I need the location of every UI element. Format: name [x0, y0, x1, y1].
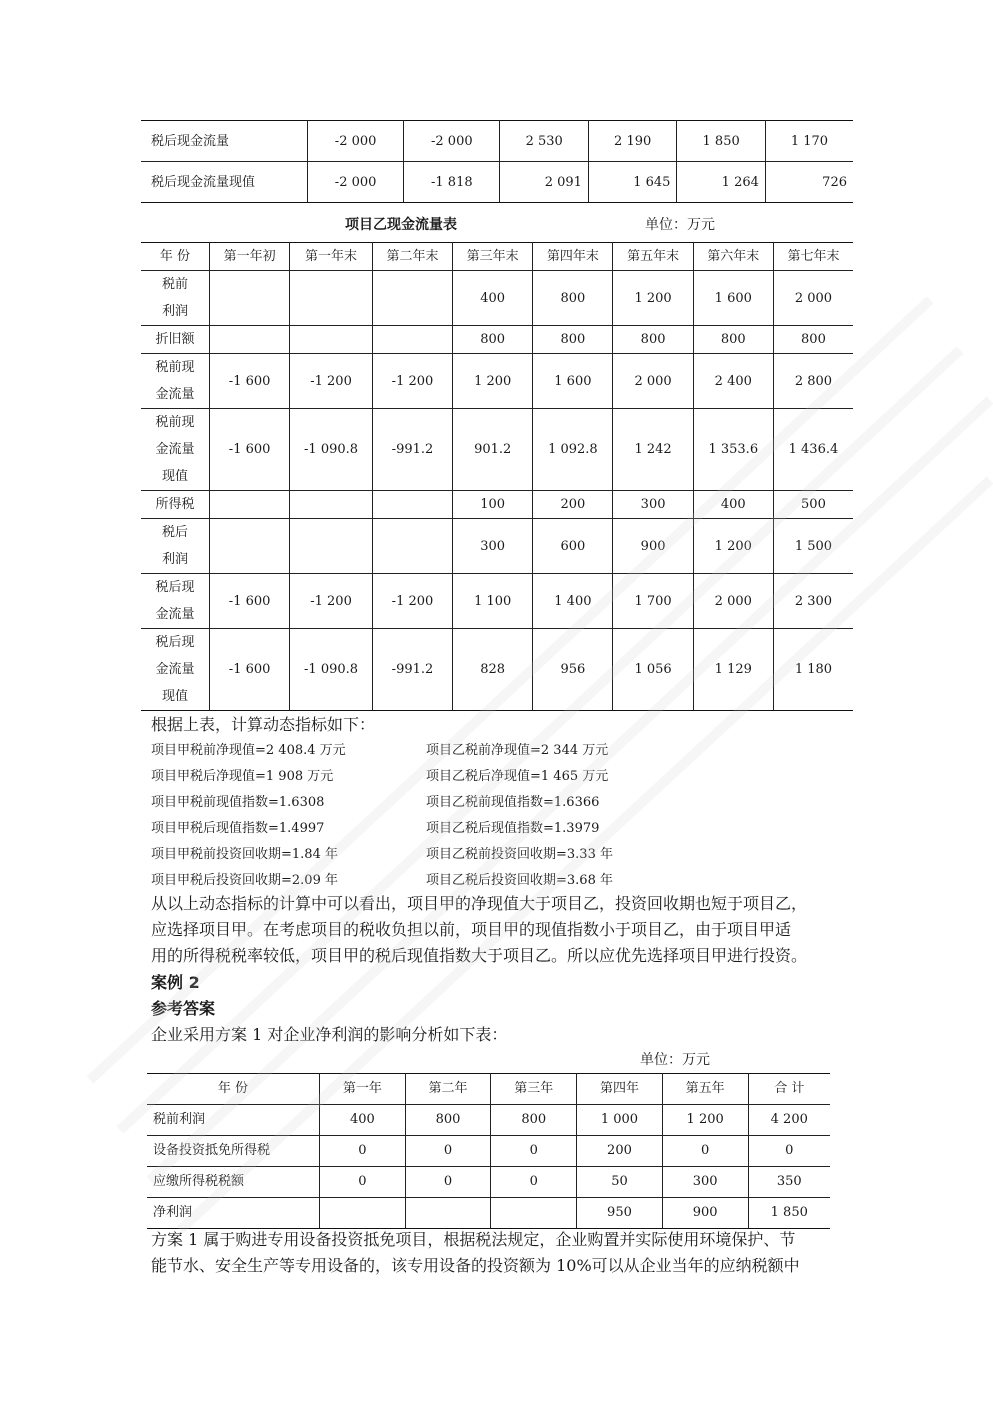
answer-heading: 参考答案: [151, 999, 216, 1018]
table3-intro: 企业采用方案 1 对企业净利润的影响分析如下表：: [151, 1025, 508, 1044]
row-label: 税后现金流量现值: [141, 162, 308, 203]
table-cell: 350: [748, 1167, 830, 1198]
row-label-line: 税后: [161, 525, 188, 540]
table-cell: 2 190: [588, 121, 676, 162]
table-cell: 1 264: [677, 162, 765, 203]
table-cell: -1 600: [210, 629, 290, 711]
row-label-line: 金流量: [155, 607, 195, 622]
table-cell: 500: [773, 491, 853, 519]
table-unit: 单位：万元: [645, 217, 715, 233]
conclusion-line: 从以上动态指标的计算中可以看出，项目甲的净现值大于项目乙，投资回收期也短于项目乙，: [151, 894, 808, 913]
table-title: 项目乙现金流量表: [345, 217, 457, 233]
indicator-a: 项目甲税前净现值=2 408.4 万元: [151, 743, 346, 758]
table-row: [141, 491, 853, 519]
table-cell: 600: [533, 519, 613, 574]
table-cell: [372, 326, 452, 354]
table-row: [141, 162, 853, 203]
table-row: [147, 1105, 830, 1136]
column-header: 第一年末: [290, 243, 373, 271]
table-cell: 0: [320, 1167, 406, 1198]
indicator-a: 项目甲税前投资回收期=1.84 年: [151, 847, 338, 862]
table-cell: [290, 271, 373, 326]
project-a-cashflow-table-tail: [141, 120, 853, 203]
row-label-line: 税前现: [155, 415, 195, 430]
indicator-a: 项目甲税前现值指数=1.6308: [151, 795, 325, 810]
table-cell: 50: [577, 1167, 663, 1198]
row-label: 应缴所得税税额: [147, 1167, 320, 1198]
table-cell: -1 200: [290, 354, 373, 409]
table-cell: 400: [453, 271, 533, 326]
table-cell: 1 700: [613, 574, 693, 629]
table-cell: 2 000: [693, 574, 773, 629]
table-cell: -2 000: [308, 121, 404, 162]
table-cell: 200: [577, 1136, 663, 1167]
table-cell: 1 353.6: [693, 409, 773, 491]
indicator-b: 项目乙税前投资回收期=3.33 年: [426, 847, 613, 862]
indicator-b: 项目乙税前现值指数=1.6366: [426, 795, 600, 810]
column-header: 第一年: [320, 1074, 406, 1105]
table-cell: 0: [491, 1167, 577, 1198]
row-label: 税前利润: [147, 1105, 320, 1136]
table-cell: 800: [773, 326, 853, 354]
table-header-row: [141, 243, 853, 271]
bottom-text-line: 能节水、安全生产等专用设备的，该专用设备的投资额为 10%可以从企业当年的应纳税额中: [151, 1256, 800, 1275]
table-row: [141, 354, 853, 409]
table-cell: 2 400: [693, 354, 773, 409]
table-row: [147, 1198, 830, 1229]
table-cell: 0: [320, 1136, 406, 1167]
row-label-line: 利润: [161, 552, 188, 567]
table-row: [147, 1167, 830, 1198]
table-unit: 单位：万元: [640, 1052, 710, 1068]
table-cell: [210, 519, 290, 574]
table-cell: 1 645: [588, 162, 676, 203]
column-header: 年 份: [147, 1074, 320, 1105]
table-row: [141, 121, 853, 162]
table-cell: [372, 491, 452, 519]
table-cell: 1 000: [577, 1105, 663, 1136]
row-label-line: 金流量: [155, 442, 195, 457]
table-cell: 4 200: [748, 1105, 830, 1136]
row-label: [141, 629, 210, 711]
table-cell: -991.2: [372, 629, 452, 711]
column-header: 合 计: [748, 1074, 830, 1105]
row-label-line: 现值: [161, 689, 188, 704]
table-cell: 800: [491, 1105, 577, 1136]
table-cell: 1 200: [662, 1105, 748, 1136]
table-cell: 800: [453, 326, 533, 354]
table-cell: 900: [613, 519, 693, 574]
table-cell: 1 850: [748, 1198, 830, 1229]
column-header: 第四年: [577, 1074, 663, 1105]
table-cell: [491, 1198, 577, 1229]
row-label: 税后现金流量: [141, 121, 308, 162]
table-cell: 900: [662, 1198, 748, 1229]
case-heading: 案例 2: [151, 973, 200, 992]
column-header: 第一年初: [210, 243, 290, 271]
indicator-b: 项目乙税后现值指数=1.3979: [426, 821, 600, 836]
indicator-b: 项目乙税后净现值=1 465 万元: [426, 769, 609, 784]
row-label: [141, 354, 210, 409]
indicator-b: 项目乙税后投资回收期=3.68 年: [426, 873, 613, 888]
table-cell: -1 600: [210, 409, 290, 491]
table-row: [147, 1136, 830, 1167]
table-cell: 1 180: [773, 629, 853, 711]
conclusion-line: 应选择项目甲。在考虑项目的税收负担以前，项目甲的现值指数小于项目乙，由于项目甲适: [151, 920, 792, 939]
table-cell: 400: [320, 1105, 406, 1136]
table-cell: 828: [453, 629, 533, 711]
table-cell: -1 090.8: [290, 409, 373, 491]
table-cell: -2 000: [308, 162, 404, 203]
table-cell: 2 800: [773, 354, 853, 409]
table-row: [141, 574, 853, 629]
net-profit-impact-table: [147, 1073, 830, 1229]
table-cell: 1 100: [453, 574, 533, 629]
table-cell: -1 600: [210, 354, 290, 409]
table-cell: 300: [613, 491, 693, 519]
table-header-row: [147, 1074, 830, 1105]
column-header: 第二年: [405, 1074, 491, 1105]
table-cell: [372, 271, 452, 326]
indicator-a: 项目甲税后投资回收期=2.09 年: [151, 873, 338, 888]
table-cell: 300: [662, 1167, 748, 1198]
row-label-line: 税前: [161, 277, 188, 292]
conclusion-line: 用的所得税税率较低，项目甲的税后现值指数大于项目乙。所以应优先选择项目甲进行投资。: [151, 946, 808, 965]
row-label-line: 金流量: [155, 662, 195, 677]
indicator-b: 项目乙税前净现值=2 344 万元: [426, 743, 609, 758]
row-label-line: 税前现: [155, 360, 195, 375]
table-row: [141, 519, 853, 574]
table-cell: [290, 491, 373, 519]
table-cell: 200: [533, 491, 613, 519]
indicator-a: 项目甲税后现值指数=1.4997: [151, 821, 325, 836]
table-cell: 1 092.8: [533, 409, 613, 491]
row-label-line: 税后现: [155, 635, 195, 650]
table-row: [141, 326, 853, 354]
table-cell: 800: [533, 326, 613, 354]
table-cell: 2 000: [613, 354, 693, 409]
table-cell: 100: [453, 491, 533, 519]
table-cell: -1 200: [372, 574, 452, 629]
table-cell: [210, 271, 290, 326]
table-cell: 800: [693, 326, 773, 354]
table-cell: [320, 1198, 406, 1229]
table-cell: 0: [662, 1136, 748, 1167]
table-cell: [290, 326, 373, 354]
column-header: 年 份: [141, 243, 210, 271]
table-cell: 1 170: [765, 121, 853, 162]
bottom-text-line: 方案 1 属于购进专用设备投资抵免项目，根据税法规定，企业购置并实际使用环境保护、节: [151, 1230, 796, 1249]
table-cell: 0: [748, 1136, 830, 1167]
column-header: 第五年: [662, 1074, 748, 1105]
table-cell: 800: [613, 326, 693, 354]
row-label: [141, 574, 210, 629]
table-cell: 2 000: [773, 271, 853, 326]
table-cell: -2 000: [404, 121, 500, 162]
column-header: 第四年末: [533, 243, 613, 271]
table-cell: 950: [577, 1198, 663, 1229]
table-cell: 800: [533, 271, 613, 326]
column-header: 第五年末: [613, 243, 693, 271]
table-cell: 1 129: [693, 629, 773, 711]
table-row: [141, 409, 853, 491]
column-header: 第二年末: [372, 243, 452, 271]
table-cell: 300: [453, 519, 533, 574]
column-header: 第七年末: [773, 243, 853, 271]
table-cell: -1 818: [404, 162, 500, 203]
table-cell: [372, 519, 452, 574]
table-cell: 1 500: [773, 519, 853, 574]
row-label: 净利润: [147, 1198, 320, 1229]
row-label-line: 利润: [161, 304, 188, 319]
row-label-line: 现值: [161, 469, 188, 484]
table-cell: -1 090.8: [290, 629, 373, 711]
table-cell: 1 850: [677, 121, 765, 162]
table-cell: [210, 326, 290, 354]
column-header: 第三年末: [453, 243, 533, 271]
indicators-intro: 根据上表，计算动态指标如下：: [151, 715, 376, 734]
column-header: 第三年: [491, 1074, 577, 1105]
row-label-line: 金流量: [155, 387, 195, 402]
row-label: 设备投资抵免所得税: [147, 1136, 320, 1167]
table-row: [141, 629, 853, 711]
table-cell: 1 200: [613, 271, 693, 326]
table-cell: 956: [533, 629, 613, 711]
table-cell: 2 300: [773, 574, 853, 629]
table-cell: 800: [405, 1105, 491, 1136]
table-cell: 0: [491, 1136, 577, 1167]
row-label-line: 税后现: [155, 580, 195, 595]
table-cell: 726: [765, 162, 853, 203]
table-cell: -991.2: [372, 409, 452, 491]
table-cell: 400: [693, 491, 773, 519]
table-cell: 1 200: [453, 354, 533, 409]
row-label: 折旧额: [141, 326, 210, 354]
table-cell: 901.2: [453, 409, 533, 491]
table-row: [141, 271, 853, 326]
row-label: 所得税: [141, 491, 210, 519]
indicator-a: 项目甲税后净现值=1 908 万元: [151, 769, 334, 784]
table-cell: 1 600: [693, 271, 773, 326]
table-cell: 1 400: [533, 574, 613, 629]
table-cell: -1 600: [210, 574, 290, 629]
table-cell: 2 530: [500, 121, 588, 162]
project-b-cashflow-table: [141, 242, 853, 711]
table-cell: [210, 491, 290, 519]
table-cell: -1 200: [372, 354, 452, 409]
row-label: [141, 271, 210, 326]
table-cell: [290, 519, 373, 574]
row-label: [141, 519, 210, 574]
table-cell: 1 600: [533, 354, 613, 409]
table-cell: 0: [405, 1167, 491, 1198]
table-cell: 1 200: [693, 519, 773, 574]
table-cell: -1 200: [290, 574, 373, 629]
table-cell: 1 056: [613, 629, 693, 711]
table-cell: [405, 1198, 491, 1229]
column-header: 第六年末: [693, 243, 773, 271]
table-cell: 2 091: [500, 162, 588, 203]
table-cell: 1 242: [613, 409, 693, 491]
table-cell: 1 436.4: [773, 409, 853, 491]
row-label: [141, 409, 210, 491]
table-cell: 0: [405, 1136, 491, 1167]
